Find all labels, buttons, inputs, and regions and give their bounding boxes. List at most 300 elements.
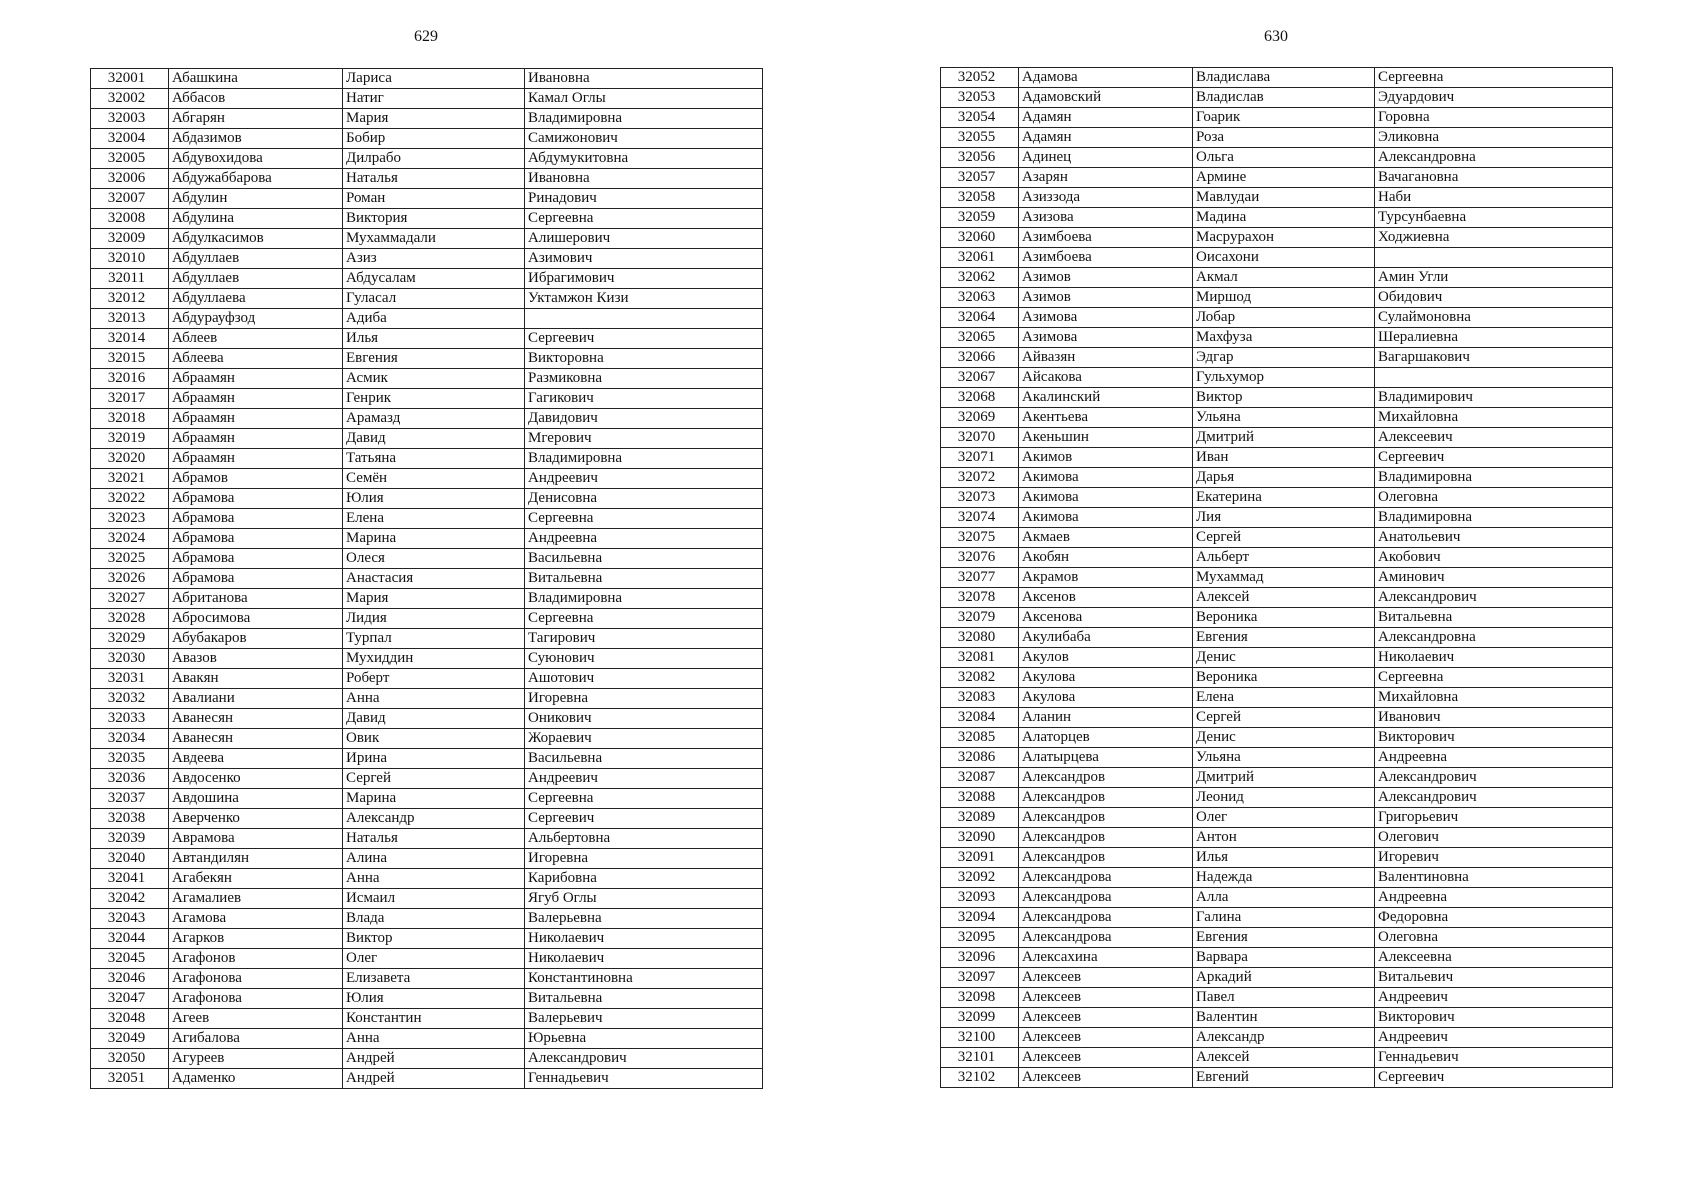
surname-cell: Аксенова	[1019, 608, 1193, 628]
patronymic-cell: Сергеевна	[525, 609, 763, 629]
record-number: 32059	[941, 208, 1019, 228]
table-row	[91, 1069, 763, 1089]
table-row	[941, 228, 1613, 248]
patronymic-cell: Андреевич	[1375, 988, 1613, 1008]
surname-cell: Агуреев	[169, 1049, 343, 1069]
first-name-cell: Денис	[1193, 648, 1375, 668]
record-number: 32011	[91, 269, 169, 289]
first-name-cell: Александр	[1193, 1028, 1375, 1048]
record-number: 32012	[91, 289, 169, 309]
patronymic-cell: Оникович	[525, 709, 763, 729]
patronymic-cell: Васильевна	[525, 749, 763, 769]
table-row	[91, 249, 763, 269]
first-name-cell: Мадина	[1193, 208, 1375, 228]
table-row	[91, 209, 763, 229]
patronymic-cell: Ашотович	[525, 669, 763, 689]
record-number: 32024	[91, 529, 169, 549]
first-name-cell: Евгения	[1193, 628, 1375, 648]
first-name-cell: Мухаммадали	[343, 229, 525, 249]
first-name-cell: Елена	[1193, 688, 1375, 708]
table-row	[91, 429, 763, 449]
table-row	[941, 148, 1613, 168]
record-number: 32099	[941, 1008, 1019, 1028]
first-name-cell: Антон	[1193, 828, 1375, 848]
table-row	[91, 529, 763, 549]
first-name-cell: Вероника	[1193, 668, 1375, 688]
patronymic-cell: Ходжиевна	[1375, 228, 1613, 248]
surname-cell: Азимбоева	[1019, 248, 1193, 268]
first-name-cell: Константин	[343, 1009, 525, 1029]
patronymic-cell: Сергеевна	[1375, 68, 1613, 88]
record-number: 32047	[91, 989, 169, 1009]
patronymic-cell: Григорьевич	[1375, 808, 1613, 828]
record-number: 32018	[91, 409, 169, 429]
table-row	[91, 869, 763, 889]
first-name-cell: Гуласал	[343, 289, 525, 309]
surname-cell: Аблеев	[169, 329, 343, 349]
surname-cell: Абрамова	[169, 509, 343, 529]
surname-cell: Авазов	[169, 649, 343, 669]
table-row	[91, 549, 763, 569]
first-name-cell: Ольга	[1193, 148, 1375, 168]
surname-cell: Аббасов	[169, 89, 343, 109]
first-name-cell: Роман	[343, 189, 525, 209]
table-row	[941, 548, 1613, 568]
record-number: 32035	[91, 749, 169, 769]
first-name-cell: Алина	[343, 849, 525, 869]
table-row	[941, 608, 1613, 628]
table-row	[91, 629, 763, 649]
patronymic-cell: Васильевна	[525, 549, 763, 569]
patronymic-cell: Геннадьевич	[1375, 1048, 1613, 1068]
record-number: 32048	[91, 1009, 169, 1029]
table-row	[91, 769, 763, 789]
first-name-cell: Адиба	[343, 309, 525, 329]
first-name-cell: Марина	[343, 789, 525, 809]
first-name-cell: Елена	[343, 509, 525, 529]
patronymic-cell: Викторович	[1375, 728, 1613, 748]
table-row	[941, 908, 1613, 928]
surname-cell: Акеньшин	[1019, 428, 1193, 448]
patronymic-cell: Гагикович	[525, 389, 763, 409]
record-number: 32086	[941, 748, 1019, 768]
first-name-cell: Вероника	[1193, 608, 1375, 628]
table-row	[941, 628, 1613, 648]
table-row	[91, 269, 763, 289]
table-row	[941, 68, 1613, 88]
record-number: 32058	[941, 188, 1019, 208]
patronymic-cell: Витальевна	[525, 989, 763, 1009]
record-number: 32093	[941, 888, 1019, 908]
patronymic-cell: Андреевич	[1375, 1028, 1613, 1048]
table-row	[941, 308, 1613, 328]
record-number: 32010	[91, 249, 169, 269]
surname-cell: Аксенов	[1019, 588, 1193, 608]
record-number: 32068	[941, 388, 1019, 408]
table-row	[941, 668, 1613, 688]
record-number: 32075	[941, 528, 1019, 548]
record-number: 32094	[941, 908, 1019, 928]
record-number: 32087	[941, 768, 1019, 788]
record-number: 32009	[91, 229, 169, 249]
table-row	[941, 788, 1613, 808]
patronymic-cell: Валерьевич	[525, 1009, 763, 1029]
record-number: 32030	[91, 649, 169, 669]
record-number: 32100	[941, 1028, 1019, 1048]
patronymic-cell: Ринадович	[525, 189, 763, 209]
table-row	[941, 728, 1613, 748]
record-number: 32044	[91, 929, 169, 949]
first-name-cell: Наталья	[343, 169, 525, 189]
first-name-cell: Семён	[343, 469, 525, 489]
surname-cell: Акимова	[1019, 508, 1193, 528]
patronymic-cell: Азимович	[525, 249, 763, 269]
patronymic-cell: Самижонович	[525, 129, 763, 149]
table-row	[91, 189, 763, 209]
patronymic-cell: Абдумукитовна	[525, 149, 763, 169]
surname-cell: Абрамова	[169, 569, 343, 589]
first-name-cell: Ульяна	[1193, 408, 1375, 428]
record-number: 32007	[91, 189, 169, 209]
first-name-cell: Иван	[1193, 448, 1375, 468]
surname-cell: Адамян	[1019, 128, 1193, 148]
surname-cell: Алаторцев	[1019, 728, 1193, 748]
record-number: 32092	[941, 868, 1019, 888]
surname-cell: Аврамова	[169, 829, 343, 849]
record-number: 32085	[941, 728, 1019, 748]
surname-cell: Акулова	[1019, 668, 1193, 688]
patronymic-cell: Шералиевна	[1375, 328, 1613, 348]
record-number: 32088	[941, 788, 1019, 808]
first-name-cell: Давид	[343, 709, 525, 729]
surname-cell: Абританова	[169, 589, 343, 609]
record-number: 32083	[941, 688, 1019, 708]
table-row	[941, 328, 1613, 348]
table-row	[941, 408, 1613, 428]
surname-cell: Акулибаба	[1019, 628, 1193, 648]
record-number: 32066	[941, 348, 1019, 368]
surname-cell: Алексеев	[1019, 968, 1193, 988]
first-name-cell: Варвара	[1193, 948, 1375, 968]
table-row	[941, 848, 1613, 868]
patronymic-cell: Александрович	[1375, 768, 1613, 788]
record-number: 32045	[91, 949, 169, 969]
table-row	[91, 329, 763, 349]
record-number: 32065	[941, 328, 1019, 348]
surname-cell: Абдужаббарова	[169, 169, 343, 189]
record-number: 32089	[941, 808, 1019, 828]
patronymic-cell: Ивановна	[525, 169, 763, 189]
record-number: 32097	[941, 968, 1019, 988]
table-row	[941, 1068, 1613, 1088]
surname-cell: Авдосенко	[169, 769, 343, 789]
first-name-cell: Акмал	[1193, 268, 1375, 288]
first-name-cell: Сергей	[1193, 528, 1375, 548]
first-name-cell: Масрурахон	[1193, 228, 1375, 248]
first-name-cell: Дмитрий	[1193, 428, 1375, 448]
first-name-cell: Андрей	[343, 1049, 525, 1069]
patronymic-cell: Уктамжон Кизи	[525, 289, 763, 309]
surname-cell: Азарян	[1019, 168, 1193, 188]
record-number: 32008	[91, 209, 169, 229]
first-name-cell: Юлия	[343, 489, 525, 509]
first-name-cell: Андрей	[343, 1069, 525, 1089]
surname-cell: Акимова	[1019, 488, 1193, 508]
table-row	[941, 868, 1613, 888]
record-number: 32102	[941, 1068, 1019, 1088]
surname-cell: Алатырцева	[1019, 748, 1193, 768]
patronymic-cell: Аминович	[1375, 568, 1613, 588]
table-row	[91, 1029, 763, 1049]
patronymic-cell: Камал Оглы	[525, 89, 763, 109]
first-name-cell: Исмаил	[343, 889, 525, 909]
patronymic-cell: Александрович	[525, 1049, 763, 1069]
patronymic-cell: Андреевич	[525, 469, 763, 489]
record-number: 32077	[941, 568, 1019, 588]
record-number: 32040	[91, 849, 169, 869]
surname-cell: Айсакова	[1019, 368, 1193, 388]
surname-cell: Абраамян	[169, 429, 343, 449]
surname-cell: Алексеев	[1019, 1008, 1193, 1028]
surname-cell: Адинец	[1019, 148, 1193, 168]
patronymic-cell: Игоревич	[1375, 848, 1613, 868]
surname-cell: Абдулин	[169, 189, 343, 209]
first-name-cell: Илья	[1193, 848, 1375, 868]
record-number: 32057	[941, 168, 1019, 188]
table-row	[941, 948, 1613, 968]
table-row	[91, 909, 763, 929]
patronymic-cell: Викторович	[1375, 1008, 1613, 1028]
record-number: 32062	[941, 268, 1019, 288]
first-name-cell: Махфуза	[1193, 328, 1375, 348]
first-name-cell: Лариса	[343, 69, 525, 89]
table-row	[941, 968, 1613, 988]
table-row	[91, 609, 763, 629]
surname-cell: Абдуллаев	[169, 249, 343, 269]
patronymic-cell: Владимирович	[1375, 388, 1613, 408]
first-name-cell: Турпал	[343, 629, 525, 649]
patronymic-cell: Эликовна	[1375, 128, 1613, 148]
table-row	[91, 109, 763, 129]
first-name-cell: Виктор	[1193, 388, 1375, 408]
table-row	[91, 1009, 763, 1029]
table-row	[91, 289, 763, 309]
record-number: 32056	[941, 148, 1019, 168]
table-row	[91, 309, 763, 329]
first-name-cell: Виктория	[343, 209, 525, 229]
first-name-cell: Дмитрий	[1193, 768, 1375, 788]
first-name-cell: Азиз	[343, 249, 525, 269]
record-number: 32060	[941, 228, 1019, 248]
surname-cell: Александрова	[1019, 928, 1193, 948]
patronymic-cell	[1375, 248, 1613, 268]
table-row	[941, 448, 1613, 468]
first-name-cell: Натиг	[343, 89, 525, 109]
first-name-cell: Виктор	[343, 929, 525, 949]
record-number: 32034	[91, 729, 169, 749]
patronymic-cell: Владимировна	[1375, 508, 1613, 528]
patronymic-cell: Алексеевич	[1375, 428, 1613, 448]
table-row	[941, 828, 1613, 848]
first-name-cell: Сергей	[343, 769, 525, 789]
patronymic-cell: Андреевич	[525, 769, 763, 789]
record-number: 32050	[91, 1049, 169, 1069]
first-name-cell: Денис	[1193, 728, 1375, 748]
table-row	[941, 268, 1613, 288]
record-number: 32015	[91, 349, 169, 369]
surname-cell: Агибалова	[169, 1029, 343, 1049]
table-row	[91, 409, 763, 429]
table-row	[941, 128, 1613, 148]
patronymic-cell: Валентиновна	[1375, 868, 1613, 888]
table-row	[91, 929, 763, 949]
patronymic-cell: Эдуардович	[1375, 88, 1613, 108]
first-name-cell: Юлия	[343, 989, 525, 1009]
table-row	[91, 449, 763, 469]
surname-cell: Агарков	[169, 929, 343, 949]
patronymic-cell: Сергеевич	[525, 809, 763, 829]
patronymic-cell: Владимировна	[525, 449, 763, 469]
patronymic-cell: Владимировна	[525, 109, 763, 129]
names-table-body	[941, 68, 1613, 1088]
record-number: 32080	[941, 628, 1019, 648]
patronymic-cell: Сергеевич	[1375, 1068, 1613, 1088]
record-number: 32069	[941, 408, 1019, 428]
patronymic-cell: Викторовна	[525, 349, 763, 369]
table-row	[91, 809, 763, 829]
record-number: 32079	[941, 608, 1019, 628]
table-row	[941, 208, 1613, 228]
surname-cell: Акмаев	[1019, 528, 1193, 548]
first-name-cell: Евгения	[343, 349, 525, 369]
table-row	[91, 989, 763, 1009]
surname-cell: Азизова	[1019, 208, 1193, 228]
table-row	[941, 748, 1613, 768]
patronymic-cell: Олеговна	[1375, 928, 1613, 948]
patronymic-cell: Алишерович	[525, 229, 763, 249]
surname-cell: Аванесян	[169, 709, 343, 729]
first-name-cell: Ульяна	[1193, 748, 1375, 768]
table-row	[941, 88, 1613, 108]
record-number: 32082	[941, 668, 1019, 688]
first-name-cell: Алексей	[1193, 588, 1375, 608]
patronymic-cell: Александрович	[1375, 588, 1613, 608]
record-number: 32016	[91, 369, 169, 389]
patronymic-cell: Игоревна	[525, 689, 763, 709]
surname-cell: Адаменко	[169, 1069, 343, 1089]
surname-cell: Акентьева	[1019, 408, 1193, 428]
first-name-cell: Дилрабо	[343, 149, 525, 169]
patronymic-cell: Александровна	[1375, 628, 1613, 648]
table-row	[941, 928, 1613, 948]
surname-cell: Азимов	[1019, 268, 1193, 288]
table-row	[91, 969, 763, 989]
first-name-cell: Леонид	[1193, 788, 1375, 808]
record-number: 32032	[91, 689, 169, 709]
record-number: 32078	[941, 588, 1019, 608]
surname-cell: Агафонова	[169, 989, 343, 1009]
patronymic-cell: Горовна	[1375, 108, 1613, 128]
record-number: 32027	[91, 589, 169, 609]
patronymic-cell: Иванович	[1375, 708, 1613, 728]
table-row	[941, 168, 1613, 188]
patronymic-cell: Владимировна	[1375, 468, 1613, 488]
table-row	[941, 108, 1613, 128]
patronymic-cell: Акобович	[1375, 548, 1613, 568]
surname-cell: Абдувохидова	[169, 149, 343, 169]
first-name-cell: Гоарик	[1193, 108, 1375, 128]
first-name-cell: Елизавета	[343, 969, 525, 989]
table-row	[941, 688, 1613, 708]
patronymic-cell: Амин Угли	[1375, 268, 1613, 288]
first-name-cell: Лидия	[343, 609, 525, 629]
first-name-cell: Евгения	[1193, 928, 1375, 948]
record-number: 32043	[91, 909, 169, 929]
first-name-cell: Олеся	[343, 549, 525, 569]
patronymic-cell: Обидович	[1375, 288, 1613, 308]
patronymic-cell: Витальевич	[1375, 968, 1613, 988]
record-number: 32046	[91, 969, 169, 989]
first-name-cell: Влада	[343, 909, 525, 929]
record-number: 32029	[91, 629, 169, 649]
patronymic-cell: Витальевна	[525, 569, 763, 589]
first-name-cell: Мария	[343, 109, 525, 129]
surname-cell: Азимова	[1019, 308, 1193, 328]
table-row	[91, 349, 763, 369]
table-row	[91, 589, 763, 609]
record-number: 32031	[91, 669, 169, 689]
first-name-cell: Владислава	[1193, 68, 1375, 88]
first-name-cell: Мавлудаи	[1193, 188, 1375, 208]
first-name-cell: Асмик	[343, 369, 525, 389]
patronymic-cell	[1375, 368, 1613, 388]
first-name-cell: Генрик	[343, 389, 525, 409]
first-name-cell: Ирина	[343, 749, 525, 769]
first-name-cell: Марина	[343, 529, 525, 549]
patronymic-cell: Михайловна	[1375, 688, 1613, 708]
record-number: 32019	[91, 429, 169, 449]
first-name-cell: Дарья	[1193, 468, 1375, 488]
surname-cell: Абрамова	[169, 489, 343, 509]
surname-cell: Агеев	[169, 1009, 343, 1029]
surname-cell: Абубакаров	[169, 629, 343, 649]
surname-cell: Абрамова	[169, 549, 343, 569]
patronymic-cell: Карибовна	[525, 869, 763, 889]
first-name-cell: Алла	[1193, 888, 1375, 908]
first-name-cell: Александр	[343, 809, 525, 829]
table-row	[91, 849, 763, 869]
record-number: 32036	[91, 769, 169, 789]
surname-cell: Аблеева	[169, 349, 343, 369]
record-number: 32064	[941, 308, 1019, 328]
record-number: 32033	[91, 709, 169, 729]
surname-cell: Алексеев	[1019, 988, 1193, 1008]
first-name-cell: Абдусалам	[343, 269, 525, 289]
surname-cell: Авалиани	[169, 689, 343, 709]
patronymic-cell: Константиновна	[525, 969, 763, 989]
surname-cell: Азимова	[1019, 328, 1193, 348]
first-name-cell: Лобар	[1193, 308, 1375, 328]
record-number: 32020	[91, 449, 169, 469]
surname-cell: Акрамов	[1019, 568, 1193, 588]
table-row	[91, 749, 763, 769]
first-name-cell: Олег	[343, 949, 525, 969]
record-number: 32054	[941, 108, 1019, 128]
record-number: 32098	[941, 988, 1019, 1008]
names-table	[940, 67, 1613, 1088]
surname-cell: Абраамян	[169, 389, 343, 409]
first-name-cell: Анастасия	[343, 569, 525, 589]
